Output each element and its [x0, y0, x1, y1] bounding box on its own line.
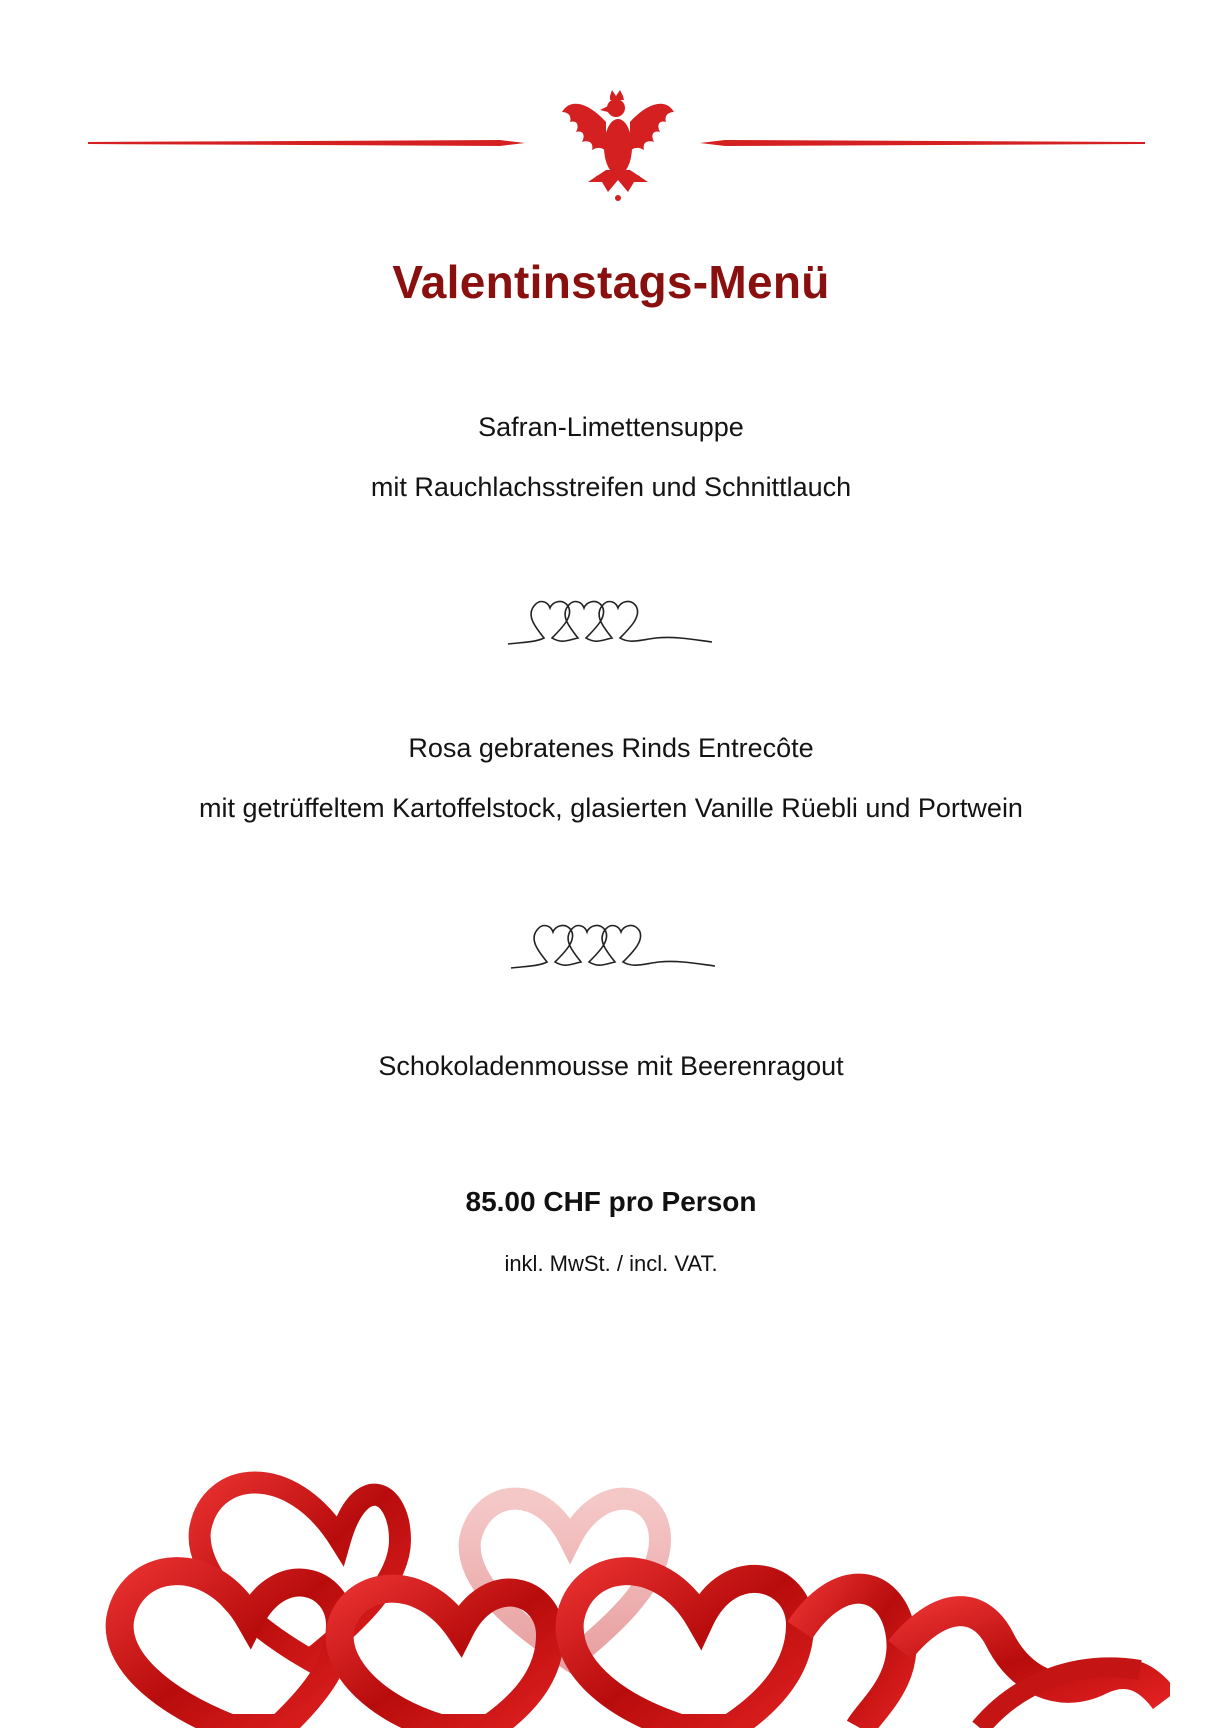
eagle-crest-icon — [0, 80, 1222, 210]
three-hearts-line-icon — [506, 592, 726, 652]
vat-note: inkl. MwSt. / incl. VAT. — [504, 1251, 718, 1276]
course2-description: mit getrüffeltem Kartoffelstock, glasierten Vanille Rüebli und Portwein — [199, 793, 1023, 823]
red-ribbon-hearts-illustration — [100, 1430, 1170, 1728]
three-hearts-line-icon — [509, 916, 729, 976]
menu-price: 85.00 CHF pro Person — [465, 1186, 757, 1217]
menu-title: Valentinstags-Menü — [392, 256, 830, 308]
course2-name: Rosa gebratenes Rinds Entrecôte — [408, 733, 814, 763]
header-emblem — [0, 80, 1222, 210]
course3-name: Schokoladenmousse mit Beerenragout — [378, 1051, 844, 1081]
course1-description: mit Rauchlachsstreifen und Schnittlauch — [370, 472, 852, 502]
course1-name: Safran-Limettensuppe — [478, 412, 744, 442]
